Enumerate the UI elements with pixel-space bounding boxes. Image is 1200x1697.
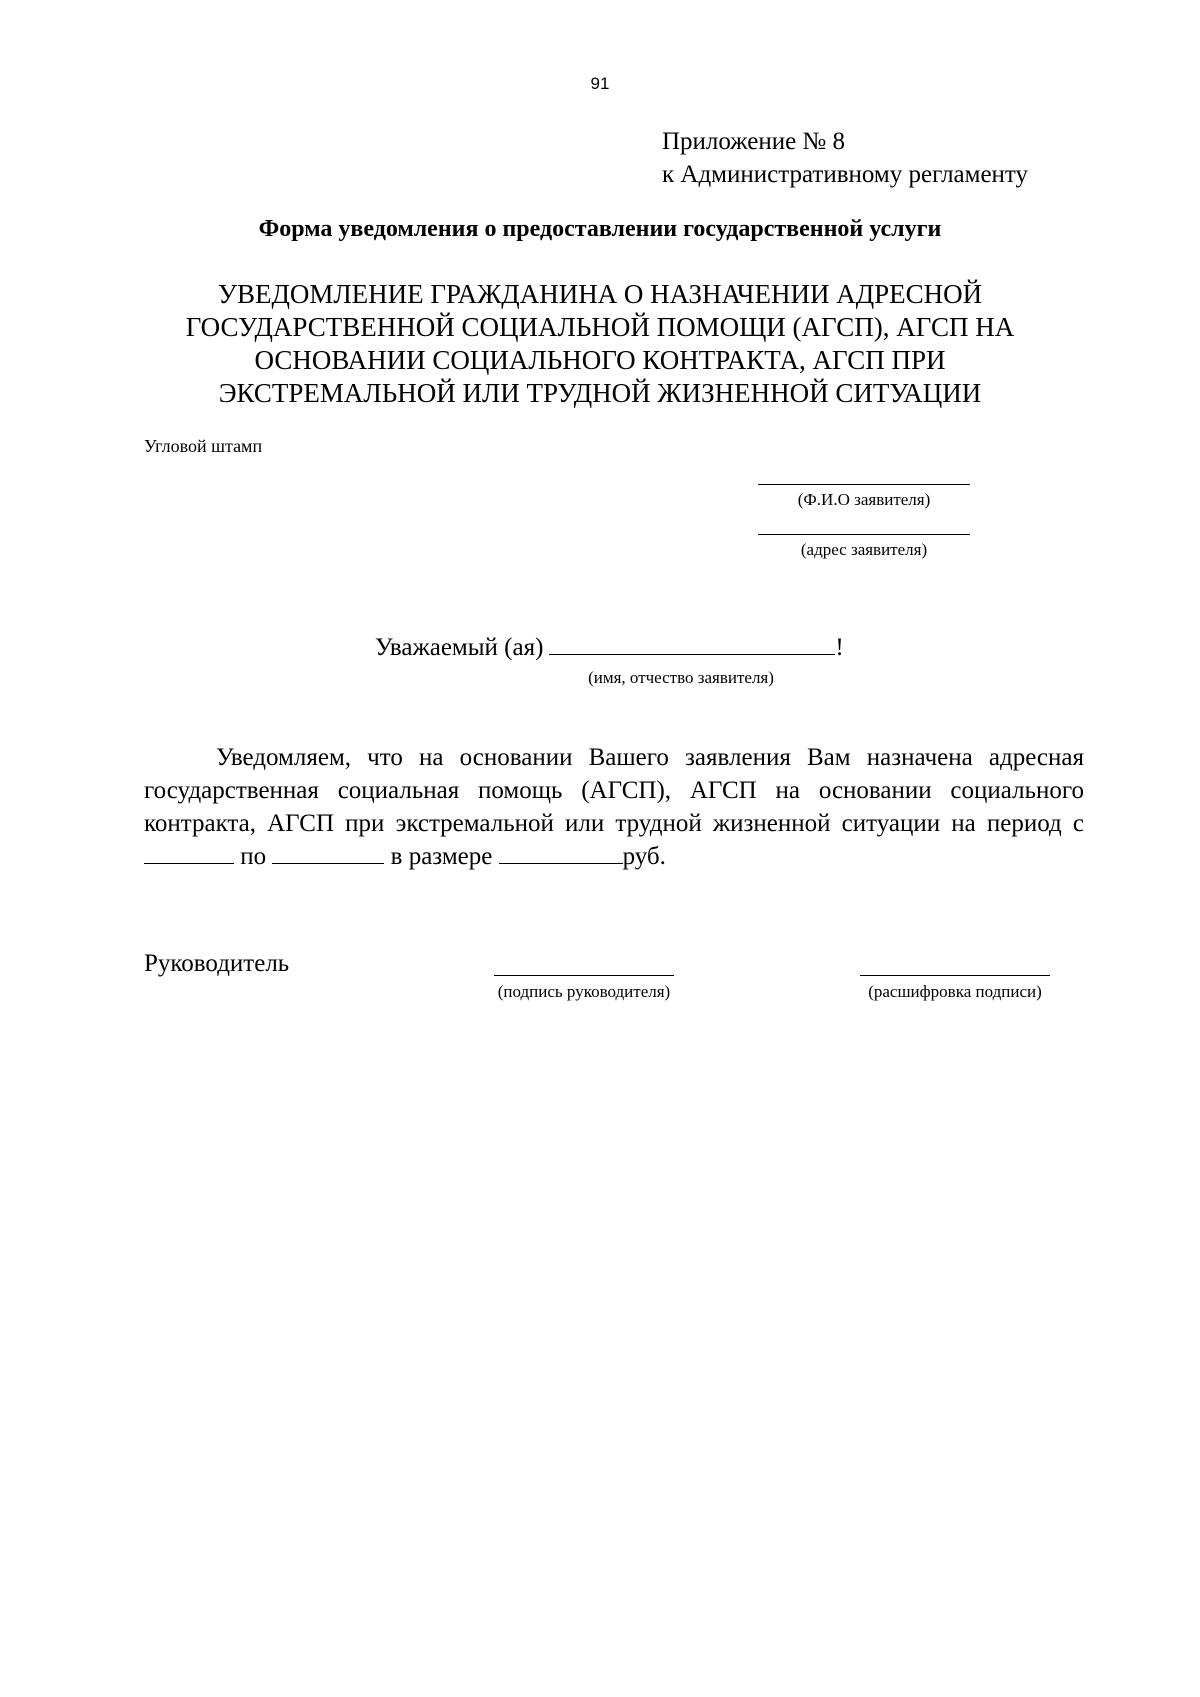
notice-title-line: ЭКСТРЕМАЛЬНОЙ ИЛИ ТРУДНОЙ ЖИЗНЕННОЙ СИТУАЦИИ <box>218 378 982 408</box>
greeting-exclamation: ! <box>835 634 844 661</box>
notice-title-line: ГОСУДАРСТВЕННОЙ СОЦИАЛЬНОЙ ПОМОЩИ (АГСП), АГСП НА <box>185 312 1015 342</box>
head-signature-caption: (подпись руководителя) <box>497 982 671 1001</box>
notice-body <box>144 741 1084 873</box>
applicant-name-line[interactable] <box>549 636 835 655</box>
greeting <box>375 634 844 662</box>
body-text-currency: руб. <box>622 843 666 870</box>
body-text-amount: в размере <box>390 843 493 870</box>
applicant-address-caption: (адрес заявителя) <box>800 540 928 559</box>
appendix-reference <box>662 125 1028 191</box>
period-start-blank[interactable] <box>144 843 234 864</box>
signature-decode-caption: (расшифровка подписи) <box>868 982 1042 1001</box>
head-label: Руководитель <box>144 950 290 977</box>
applicant-name-caption: (имя, отчество заявителя) <box>588 668 774 687</box>
body-text-main: Уведомляем, что на основании Вашего заявления Вам назначена адресная государственная социальная помощь (АГСП), АГСП на основании социального контракта, АГСП при экстремальной или трудной жизненной ситуации на период с <box>144 744 1084 837</box>
body-text-to: по <box>240 843 267 870</box>
applicant-fio-caption: (Ф.И.О заявителя) <box>797 490 931 509</box>
notice-title-line: УВЕДОМЛЕНИЕ ГРАЖДАНИНА О НАЗНАЧЕНИИ АДРЕСНОЙ <box>217 279 983 309</box>
amount-blank[interactable] <box>499 843 623 864</box>
notice-title <box>0 278 1200 410</box>
applicant-address-line[interactable] <box>758 534 970 535</box>
corner-stamp-label: Угловой штамп <box>144 436 263 456</box>
period-end-blank[interactable] <box>272 843 384 864</box>
signature-decode-line[interactable] <box>860 975 1050 976</box>
notice-title-line: ОСНОВАНИИ СОЦИАЛЬНОГО КОНТРАКТА, АГСП ПРИ <box>254 345 946 375</box>
page-number: 91 <box>590 74 610 93</box>
head-signature-line[interactable] <box>494 975 674 976</box>
appendix-line-1: Приложение № 8 <box>662 128 846 155</box>
greeting-text: Уважаемый (ая) <box>375 634 544 661</box>
applicant-fio-line[interactable] <box>758 484 970 485</box>
form-title: Форма уведомления о предоставлении государственной услуги <box>258 216 942 242</box>
appendix-line-2: к Административному регламенту <box>662 161 1029 188</box>
